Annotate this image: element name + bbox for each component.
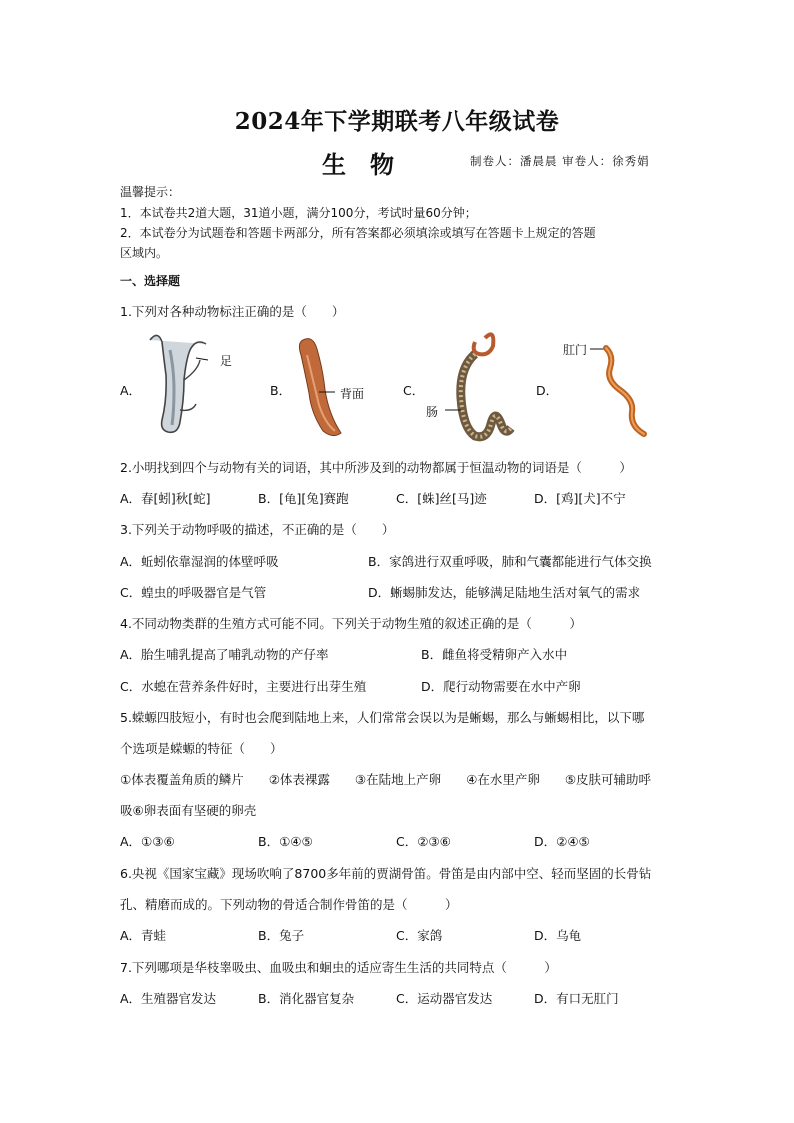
question-1-stem: 1.下列对各种动物标注正确的是（ ）: [120, 304, 345, 319]
q1-option-a[interactable]: A．: [120, 383, 142, 398]
q3-option-b[interactable]: B．家鸽进行双重呼吸，肺和气囊都能进行气体交换: [368, 554, 652, 569]
question-4-stem: 4.不同动物类群的生殖方式可能不同。下列关于动物生殖的叙述正确的是（ ）: [120, 616, 582, 631]
hydra-image: [140, 330, 220, 440]
section-heading: 一、选择题: [120, 274, 181, 288]
question-5-traits: ①体表覆盖角质的鳞片 ②体表裸露 ③在陆地上产卵 ④在水里产卵 ⑤皮肤可辅助呼: [120, 772, 652, 787]
q2-option-c[interactable]: C．[蛛]丝[马]迹: [396, 491, 487, 506]
earthworm-image: [590, 340, 660, 440]
question-2-stem: 2.小明找到四个与动物有关的词语，其中所涉及到的动物都属于恒温动物的词语是（ ）: [120, 460, 632, 475]
note-item: 1．本试卷共2道大题，31道小题，满分100分，考试时量60分钟；: [120, 206, 477, 220]
q4-option-d[interactable]: D．爬行动物需要在水中产卵: [421, 679, 581, 694]
q1-option-d[interactable]: D．: [536, 383, 559, 398]
q4-option-a[interactable]: A．胎生哺乳提高了哺乳动物的产仔率: [120, 647, 329, 662]
question-5-stem-cont: 个选项是蝾螈的特征（ ）: [120, 741, 283, 756]
q3-option-a[interactable]: A．蚯蚓依靠湿润的体壁呼吸: [120, 554, 279, 569]
subject-title: 生物: [322, 150, 418, 179]
q5-option-b[interactable]: B．①④⑤: [258, 834, 313, 849]
question-5-traits-cont: 吸⑥卵表面有坚硬的卵壳: [120, 803, 257, 818]
q6-option-a[interactable]: A．青蛙: [120, 928, 167, 943]
q5-option-c[interactable]: C．②③⑥: [396, 834, 451, 849]
q1-label-intestine: 肠: [426, 405, 439, 419]
q2-option-a[interactable]: A．春[蚓]秋[蛇]: [120, 491, 211, 506]
q7-option-d[interactable]: D．有口无肛门: [534, 991, 619, 1006]
q1-option-b[interactable]: B．: [270, 383, 292, 398]
q1-label-back: 背面: [340, 387, 365, 401]
q3-option-d[interactable]: D．蜥蜴肺发达，能够满足陆地生活对氧气的需求: [368, 585, 641, 600]
q5-option-a[interactable]: A．①③⑥: [120, 834, 175, 849]
question-6-stem-cont: 孔、精磨而成的。下列动物的骨适合制作骨笛的是（ ）: [120, 897, 458, 912]
q5-option-d[interactable]: D．②④⑤: [534, 834, 590, 849]
q3-option-c[interactable]: C．蝗虫的呼吸器官是气管: [120, 585, 267, 600]
q7-option-b[interactable]: B．消化器官复杂: [258, 991, 355, 1006]
q7-option-a[interactable]: A．生殖器官发达: [120, 991, 217, 1006]
q6-option-c[interactable]: C．家鸽: [396, 928, 443, 943]
q2-option-b[interactable]: B．[龟][兔]赛跑: [258, 491, 349, 506]
q2-option-d[interactable]: D．[鸡][犬]不宁: [534, 491, 626, 506]
q1-option-c[interactable]: C．: [403, 383, 425, 398]
q1-label-anus: 肛门: [563, 343, 588, 357]
q6-option-d[interactable]: D．乌龟: [534, 928, 582, 943]
q7-option-c[interactable]: C．运动器官发达: [396, 991, 493, 1006]
q4-option-c[interactable]: C．水螅在营养条件好时，主要进行出芽生殖: [120, 679, 367, 694]
notes-heading: 温馨提示：: [120, 185, 181, 199]
roundworm-image: [445, 328, 520, 443]
q1-label-foot: 足: [220, 354, 233, 368]
note-item: 2．本试卷分为试题卷和答题卡两部分，所有答案都必须填涂或填写在答题卡上规定的答题: [120, 226, 596, 240]
authors-line: 制卷人：潘晨晨 审卷人：徐秀娟: [470, 154, 650, 168]
q6-option-b[interactable]: B．兔子: [258, 928, 305, 943]
question-3-stem: 3.下列关于动物呼吸的描述，不正确的是（ ）: [120, 522, 395, 537]
note-item: 区域内。: [120, 246, 169, 260]
q4-option-b[interactable]: B．雌鱼将受精卵产入水中: [421, 647, 568, 662]
question-6-stem: 6.央视《国家宝藏》现场吹响了8700多年前的贾湖骨笛。骨笛是由内部中空、轻而坚固的长骨钻: [120, 866, 652, 881]
question-7-stem: 7.下列哪项是华枝睾吸虫、血吸虫和蛔虫的适应寄生生活的共同特点（ ）: [120, 960, 557, 975]
exam-title: 2024年下学期联考八年级试卷: [234, 108, 560, 135]
question-5-stem: 5.蝾螈四肢短小，有时也会爬到陆地上来，人们常常会误以为是蜥蜴，那么与蜥蜴相比，以下哪: [120, 710, 645, 725]
